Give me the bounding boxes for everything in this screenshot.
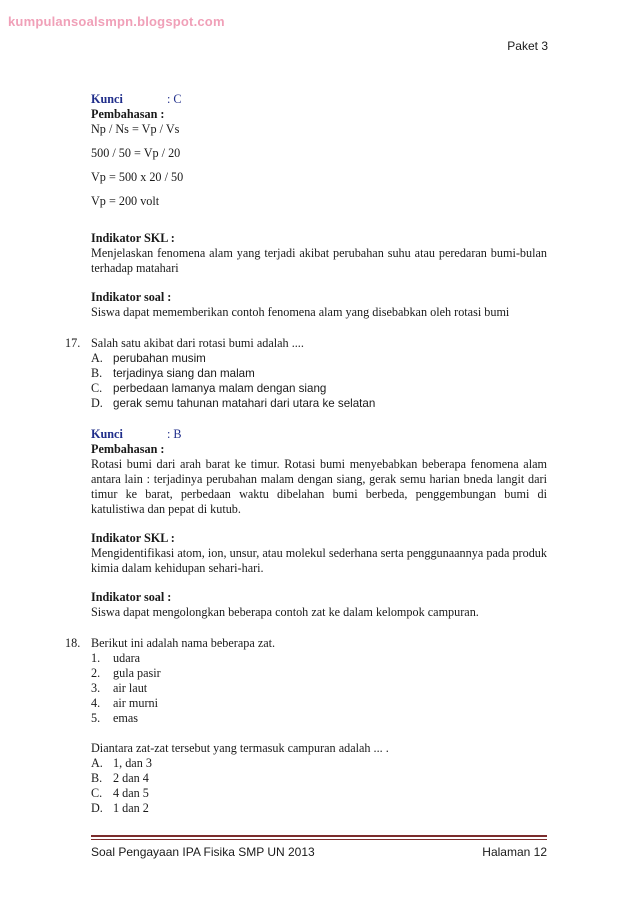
question-text: Salah satu akibat dari rotasi bumi adalah .... bbox=[91, 336, 304, 350]
indikator-soal-text: Siswa dapat mememberikan contoh fenomena alam yang disebabkan oleh rotasi bumi bbox=[91, 305, 510, 319]
indikator-soal-heading: Indikator soal : bbox=[91, 590, 172, 604]
option-b bbox=[91, 771, 547, 786]
item-number: 1. bbox=[91, 651, 101, 665]
item-text: air murni bbox=[113, 696, 159, 710]
list-item bbox=[91, 666, 547, 681]
kunci-value: : C bbox=[167, 92, 182, 106]
question-text: Berikut ini adalah nama beberapa zat. bbox=[91, 636, 276, 650]
option-text: 4 dan 5 bbox=[113, 786, 149, 800]
list-item bbox=[91, 651, 547, 666]
pembahasan-label: Pembahasan : bbox=[91, 442, 165, 456]
question-number: 18. bbox=[65, 636, 81, 650]
page-number: Halaman 12 bbox=[482, 845, 547, 859]
option-letter: D. bbox=[91, 801, 103, 815]
option-letter: B. bbox=[91, 366, 103, 380]
formula-line: Vp = 500 x 20 / 50 bbox=[91, 170, 184, 184]
option-text: 1, dan 3 bbox=[113, 756, 152, 770]
indikator-skl-17 bbox=[91, 531, 547, 576]
indikator-skl-heading: Indikator SKL : bbox=[91, 531, 175, 545]
question-17 bbox=[65, 336, 547, 411]
question-18 bbox=[65, 636, 547, 816]
answer-key-16 bbox=[91, 92, 547, 107]
item-text: gula pasir bbox=[113, 666, 161, 680]
option-c bbox=[91, 381, 547, 396]
indikator-soal-text: Siswa dapat mengolongkan beberapa contoh zat ke dalam kelompok campuran. bbox=[91, 605, 479, 619]
option-text: 2 dan 4 bbox=[113, 771, 149, 785]
option-c bbox=[91, 786, 547, 801]
footer-divider bbox=[91, 839, 547, 840]
item-text: udara bbox=[113, 651, 141, 665]
item-text: emas bbox=[113, 711, 139, 725]
item-number: 5. bbox=[91, 711, 101, 725]
item-number: 3. bbox=[91, 681, 101, 695]
option-letter: B. bbox=[91, 771, 103, 785]
pembahasan-label: Pembahasan : bbox=[91, 107, 165, 121]
formula-line: Np / Ns = Vp / Vs bbox=[91, 122, 180, 136]
answer-key-17 bbox=[91, 427, 547, 442]
kunci-label: Kunci bbox=[91, 92, 123, 106]
kunci-label: Kunci bbox=[91, 427, 123, 441]
question-number: 17. bbox=[65, 336, 81, 350]
indikator-soal-16 bbox=[91, 290, 547, 320]
option-letter: A. bbox=[91, 756, 103, 770]
option-d bbox=[91, 396, 547, 411]
option-text: 1 dan 2 bbox=[113, 801, 149, 815]
option-a bbox=[91, 756, 547, 771]
paket-label: Paket 3 bbox=[507, 39, 548, 53]
option-letter: D. bbox=[91, 396, 103, 410]
item-number: 4. bbox=[91, 696, 101, 710]
item-text: air laut bbox=[113, 681, 148, 695]
indikator-skl-heading: Indikator SKL : bbox=[91, 231, 175, 245]
option-text: perbedaan lamanya malam dengan siang bbox=[113, 382, 327, 395]
formula-line: Vp = 200 volt bbox=[91, 194, 160, 208]
formula-line: 500 / 50 = Vp / 20 bbox=[91, 146, 181, 160]
footer-divider bbox=[91, 835, 547, 837]
option-text: gerak semu tahunan matahari dari utara ke selatan bbox=[113, 397, 376, 410]
question-prompt: Diantara zat-zat tersebut yang termasuk campuran adalah ... . bbox=[91, 741, 389, 755]
option-letter: A. bbox=[91, 351, 103, 365]
indikator-soal-heading: Indikator soal : bbox=[91, 290, 172, 304]
indikator-soal-17 bbox=[91, 590, 547, 620]
option-text: terjadinya siang dan malam bbox=[113, 367, 255, 380]
indikator-skl-text: Menjelaskan fenomena alam yang terjadi akibat perubahan suhu atau peredaran bumi-bulan terhadap matahari bbox=[91, 246, 547, 275]
item-number: 2. bbox=[91, 666, 101, 680]
option-a bbox=[91, 351, 547, 366]
pembahasan-text: Rotasi bumi dari arah barat ke timur. Rotasi bumi menyebabkan beberapa fenomena alam antara lain : terjadinya perubahan malam dengan siang, gerak semu harian bneda langit dari timur ke barat, perbedaan waktu dibelahan bumi berbeda, penggembungan bumi di katulistiwa dan pepat di kutub. bbox=[91, 457, 547, 516]
page-content bbox=[65, 92, 547, 816]
watermark-url: kumpulansoalsmpn.blogspot.com bbox=[8, 14, 225, 29]
list-item bbox=[91, 681, 547, 696]
option-text: perubahan musim bbox=[113, 352, 206, 365]
option-d bbox=[91, 801, 547, 816]
list-item bbox=[91, 711, 547, 726]
kunci-value: : B bbox=[167, 427, 182, 441]
indikator-skl-text: Mengidentifikasi atom, ion, unsur, atau molekul sederhana serta penggunaannya pada produk kimia dalam kehidupan sehari-hari. bbox=[91, 546, 547, 575]
list-item bbox=[91, 696, 547, 711]
indikator-skl-16 bbox=[91, 231, 547, 276]
option-letter: C. bbox=[91, 786, 103, 800]
option-b bbox=[91, 366, 547, 381]
option-letter: C. bbox=[91, 381, 103, 395]
footer-title: Soal Pengayaan IPA Fisika SMP UN 2013 bbox=[91, 845, 315, 859]
